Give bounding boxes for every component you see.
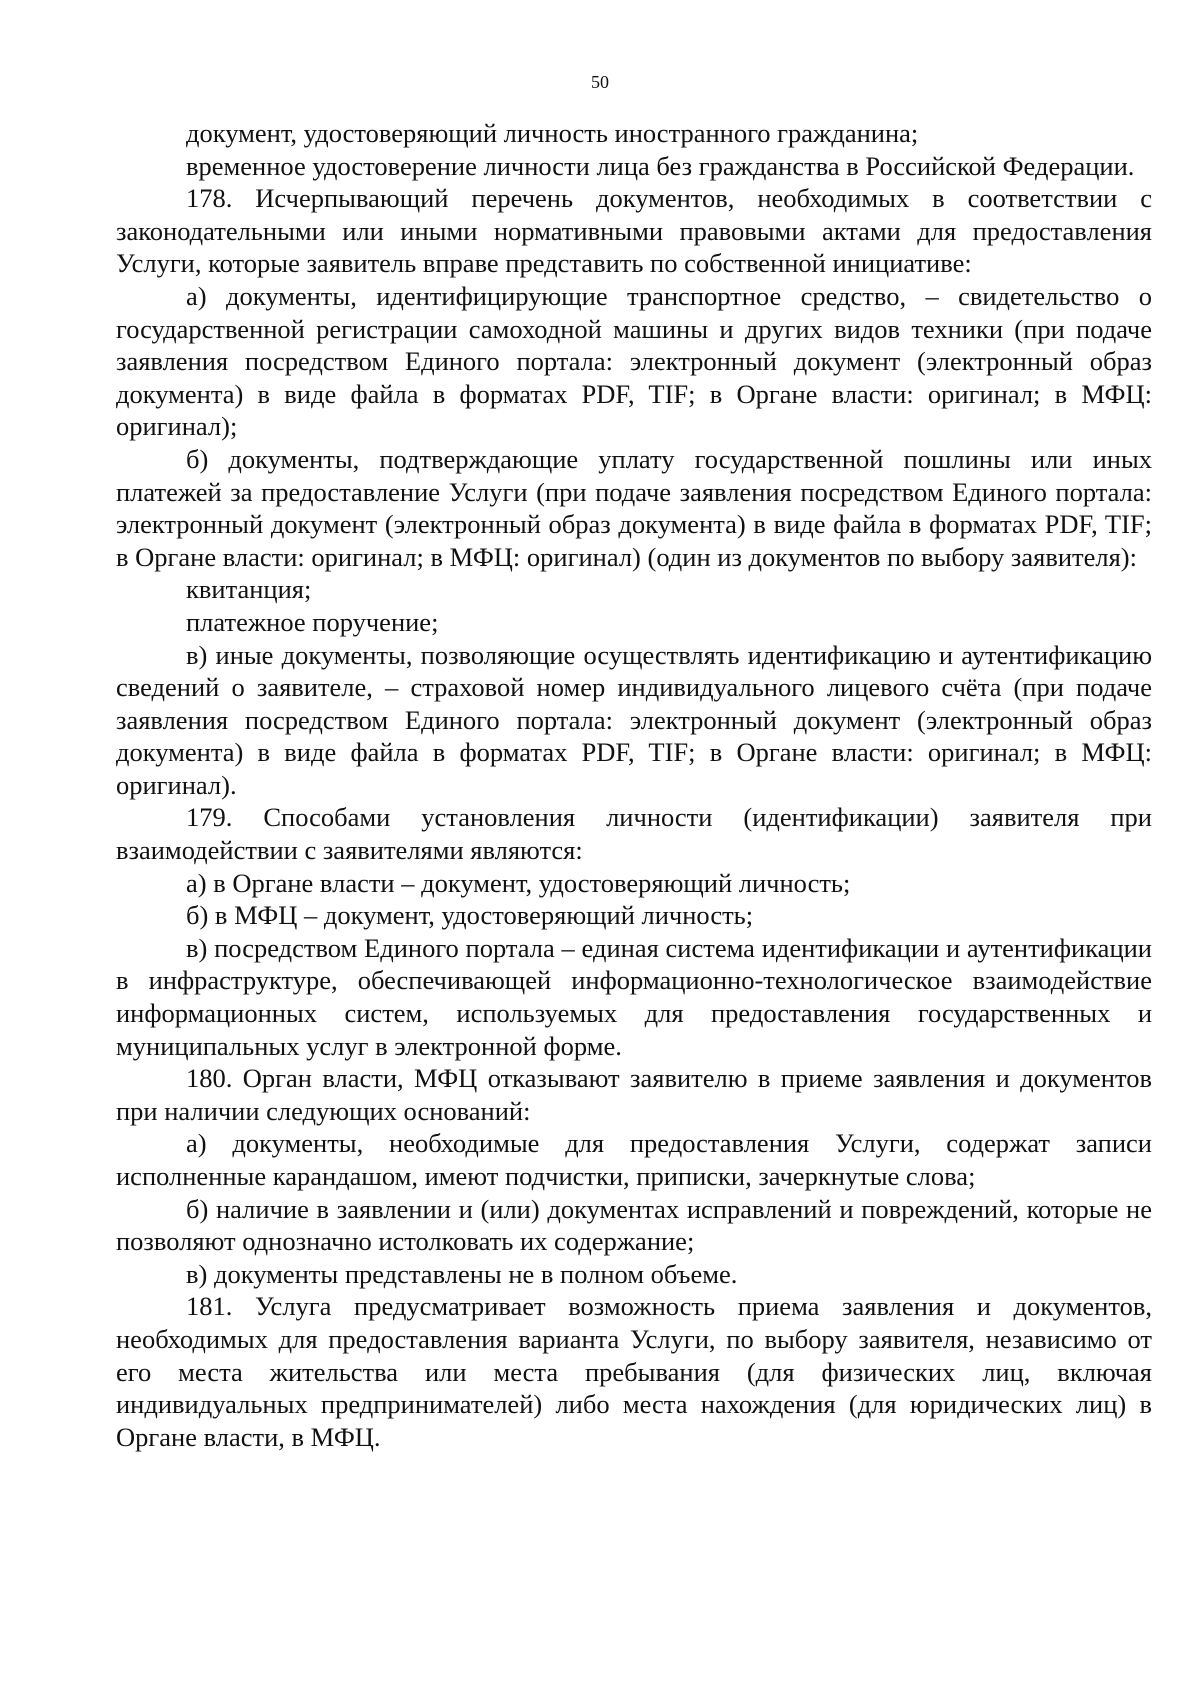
paragraph: 181. Услуга предусматривает возможность приема заявления и документов, необходимых для предоставления варианта Услуги, по выбору заявителя, независимо от его места жительства или места пребывания (для физических лиц, включая индивидуальных предпринимателей) либо места нахождения (для юридических лиц) в Органе власти, в МФЦ.	[116, 1291, 1152, 1452]
page-number: 50	[591, 72, 609, 92]
paragraph: временное удостоверение личности лица без гражданства в Российской Федерации.	[186, 150, 1135, 181]
paragraph: 180. Орган власти, МФЦ отказывают заявителю в приеме заявления и документов при наличии следующих оснований:	[116, 1063, 1152, 1126]
paragraph: в) документы представлены не в полном объеме.	[186, 1258, 738, 1289]
paragraph: платежное поручение;	[186, 606, 439, 637]
paragraph: б) в МФЦ – документ, удостоверяющий личность;	[186, 900, 754, 931]
paragraph: б) документы, подтверждающие уплату государственной пошлины или иных платежей за предоставление Услуги (при подаче заявления посредством Единого портала: электронный документ (электронный образ документа) в виде файла в форматах PDF, TIF; в Органе власти: оригинал; в МФЦ: оригинал) (один из документов по выбору заявителя):	[116, 443, 1152, 572]
paragraph: 179. Способами установления личности (идентификации) заявителя при взаимодействии с заявителями являются:	[116, 802, 1152, 866]
paragraph: а) документы, необходимые для предоставления Услуги, содержат записи исполненные карандашом, имеют подчистки, приписки, зачеркнутые слова;	[116, 1128, 1152, 1191]
paragraph: а) документы, идентифицирующие транспортное средство, – свидетельство о государственной регистрации самоходной машины и других видов техники (при подаче заявления посредством Единого портала: электронный документ (электронный образ документа) в виде файла в форматах PDF, TIF; в Органе власти: оригинал; в МФЦ: оригинал);	[116, 280, 1152, 442]
paragraph: квитанция;	[186, 574, 312, 605]
paragraph: в) иные документы, позволяющие осуществлять идентификацию и аутентификацию сведений о заявителе, – страховой номер индивидуального лицевого счёта (при подаче заявления посредством Единого портала: электронный документ (электронный образ документа) в виде файла в форматах PDF, TIF; в Органе власти: оригинал; в МФЦ: оригинал).	[116, 639, 1152, 800]
document-body	[116, 117, 1152, 1453]
paragraph: 178. Исчерпывающий перечень документов, необходимых в соответствии с законодательными или иными нормативными правовыми актами для предоставления Услуги, которые заявитель вправе представить по собственной инициативе:	[116, 183, 1152, 279]
paragraph: б) наличие в заявлении и (или) документах исправлений и повреждений, которые не позволяют однозначно истолковать их содержание;	[116, 1193, 1152, 1257]
paragraph: а) в Органе власти – документ, удостоверяющий личность;	[186, 867, 851, 898]
paragraph: документ, удостоверяющий личность иностранного гражданина;	[186, 118, 919, 148]
paragraph: в) посредством Единого портала – единая система идентификации и аутентификации в инфраструктуре, обеспечивающей информационно-технологическое взаимодействие информационных систем, используемых для предоставления государственных и муниципальных услуг в электронной форме.	[116, 932, 1152, 1061]
